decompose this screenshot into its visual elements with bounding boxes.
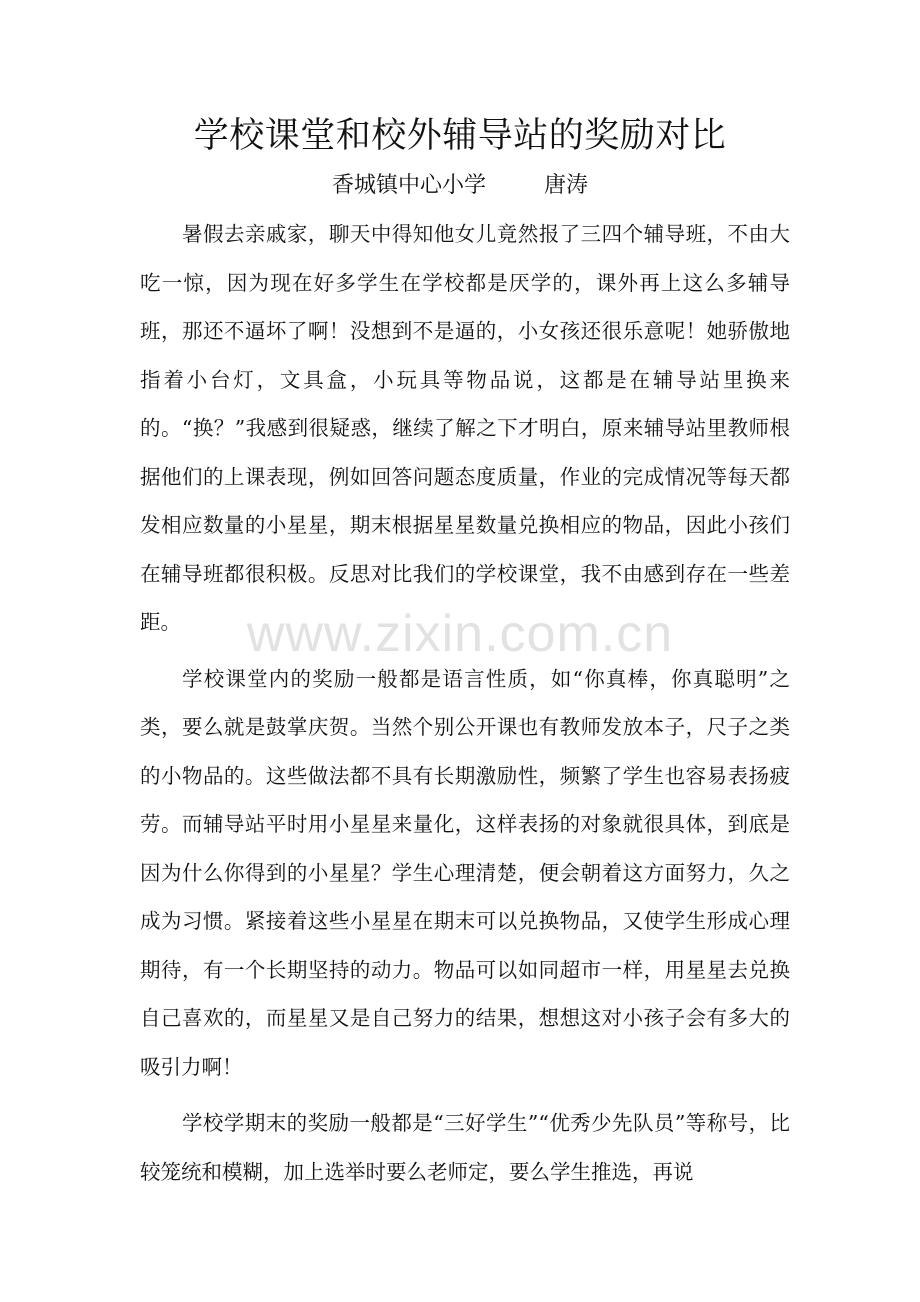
document-body xyxy=(140,210,790,1196)
paragraph-1: 暑假去亲戚家，聊天中得知他女儿竟然报了三四个辅导班，不由大吃一惊，因为现在好多学生在学校都是厌学的，课外再上这么多辅导班，那还不逼坏了啊！没想到不是逼的，小女孩还很乐意呢！她骄傲地指着小台灯，文具盒，小玩具等物品说，这都是在辅导站里换来的。“换？”我感到很疑惑，继续了解之下才明白，原来辅导站里教师根据他们的上课表现，例如回答问题态度质量，作业的完成情况等每天都发相应数量的小星星，期末根据星星数量兑换相应的物品，因此小孩们在辅导班都很积极。反思对比我们的学校课堂，我不由感到存在一些差距。 xyxy=(140,222,790,634)
paragraph-2: 学校课堂内的奖励一般都是语言性质，如“你真棒，你真聪明”之类，要么就是鼓掌庆贺。当然个别公开课也有教师发放本子，尺子之类的小物品的。这些做法都不具有长期激励性，频繁了学生也容易表扬疲劳。而辅导站平时用小星星来量化，这样表扬的对象就很具体，到底是因为什么你得到的小星星？学生心理清楚，便会朝着这方面努力，久之成为习惯。紧接着这些小星星在期末可以兑换物品，又使学生形成心理期待，有一个长期坚持的动力。物品可以如同超市一样，用星星去兑换自己喜欢的，而星星又是自己努力的结果，想想这对小孩子会有多大的吸引力啊！ xyxy=(140,666,790,1079)
author-name: 唐涛 xyxy=(544,173,589,198)
author-byline xyxy=(0,166,920,206)
watermark: www.zixin.com.cn xyxy=(246,605,674,663)
paragraph-3: 学校学期末的奖励一般都是“三好学生”“优秀少先队员”等称号，比较笼统和模糊，加上选举时要么老师定，要么学生推选，再说 xyxy=(140,1111,790,1184)
document-title: 学校课堂和校外辅导站的奖励对比 xyxy=(193,116,727,156)
author-school: 香城镇中心小学 xyxy=(331,173,486,198)
